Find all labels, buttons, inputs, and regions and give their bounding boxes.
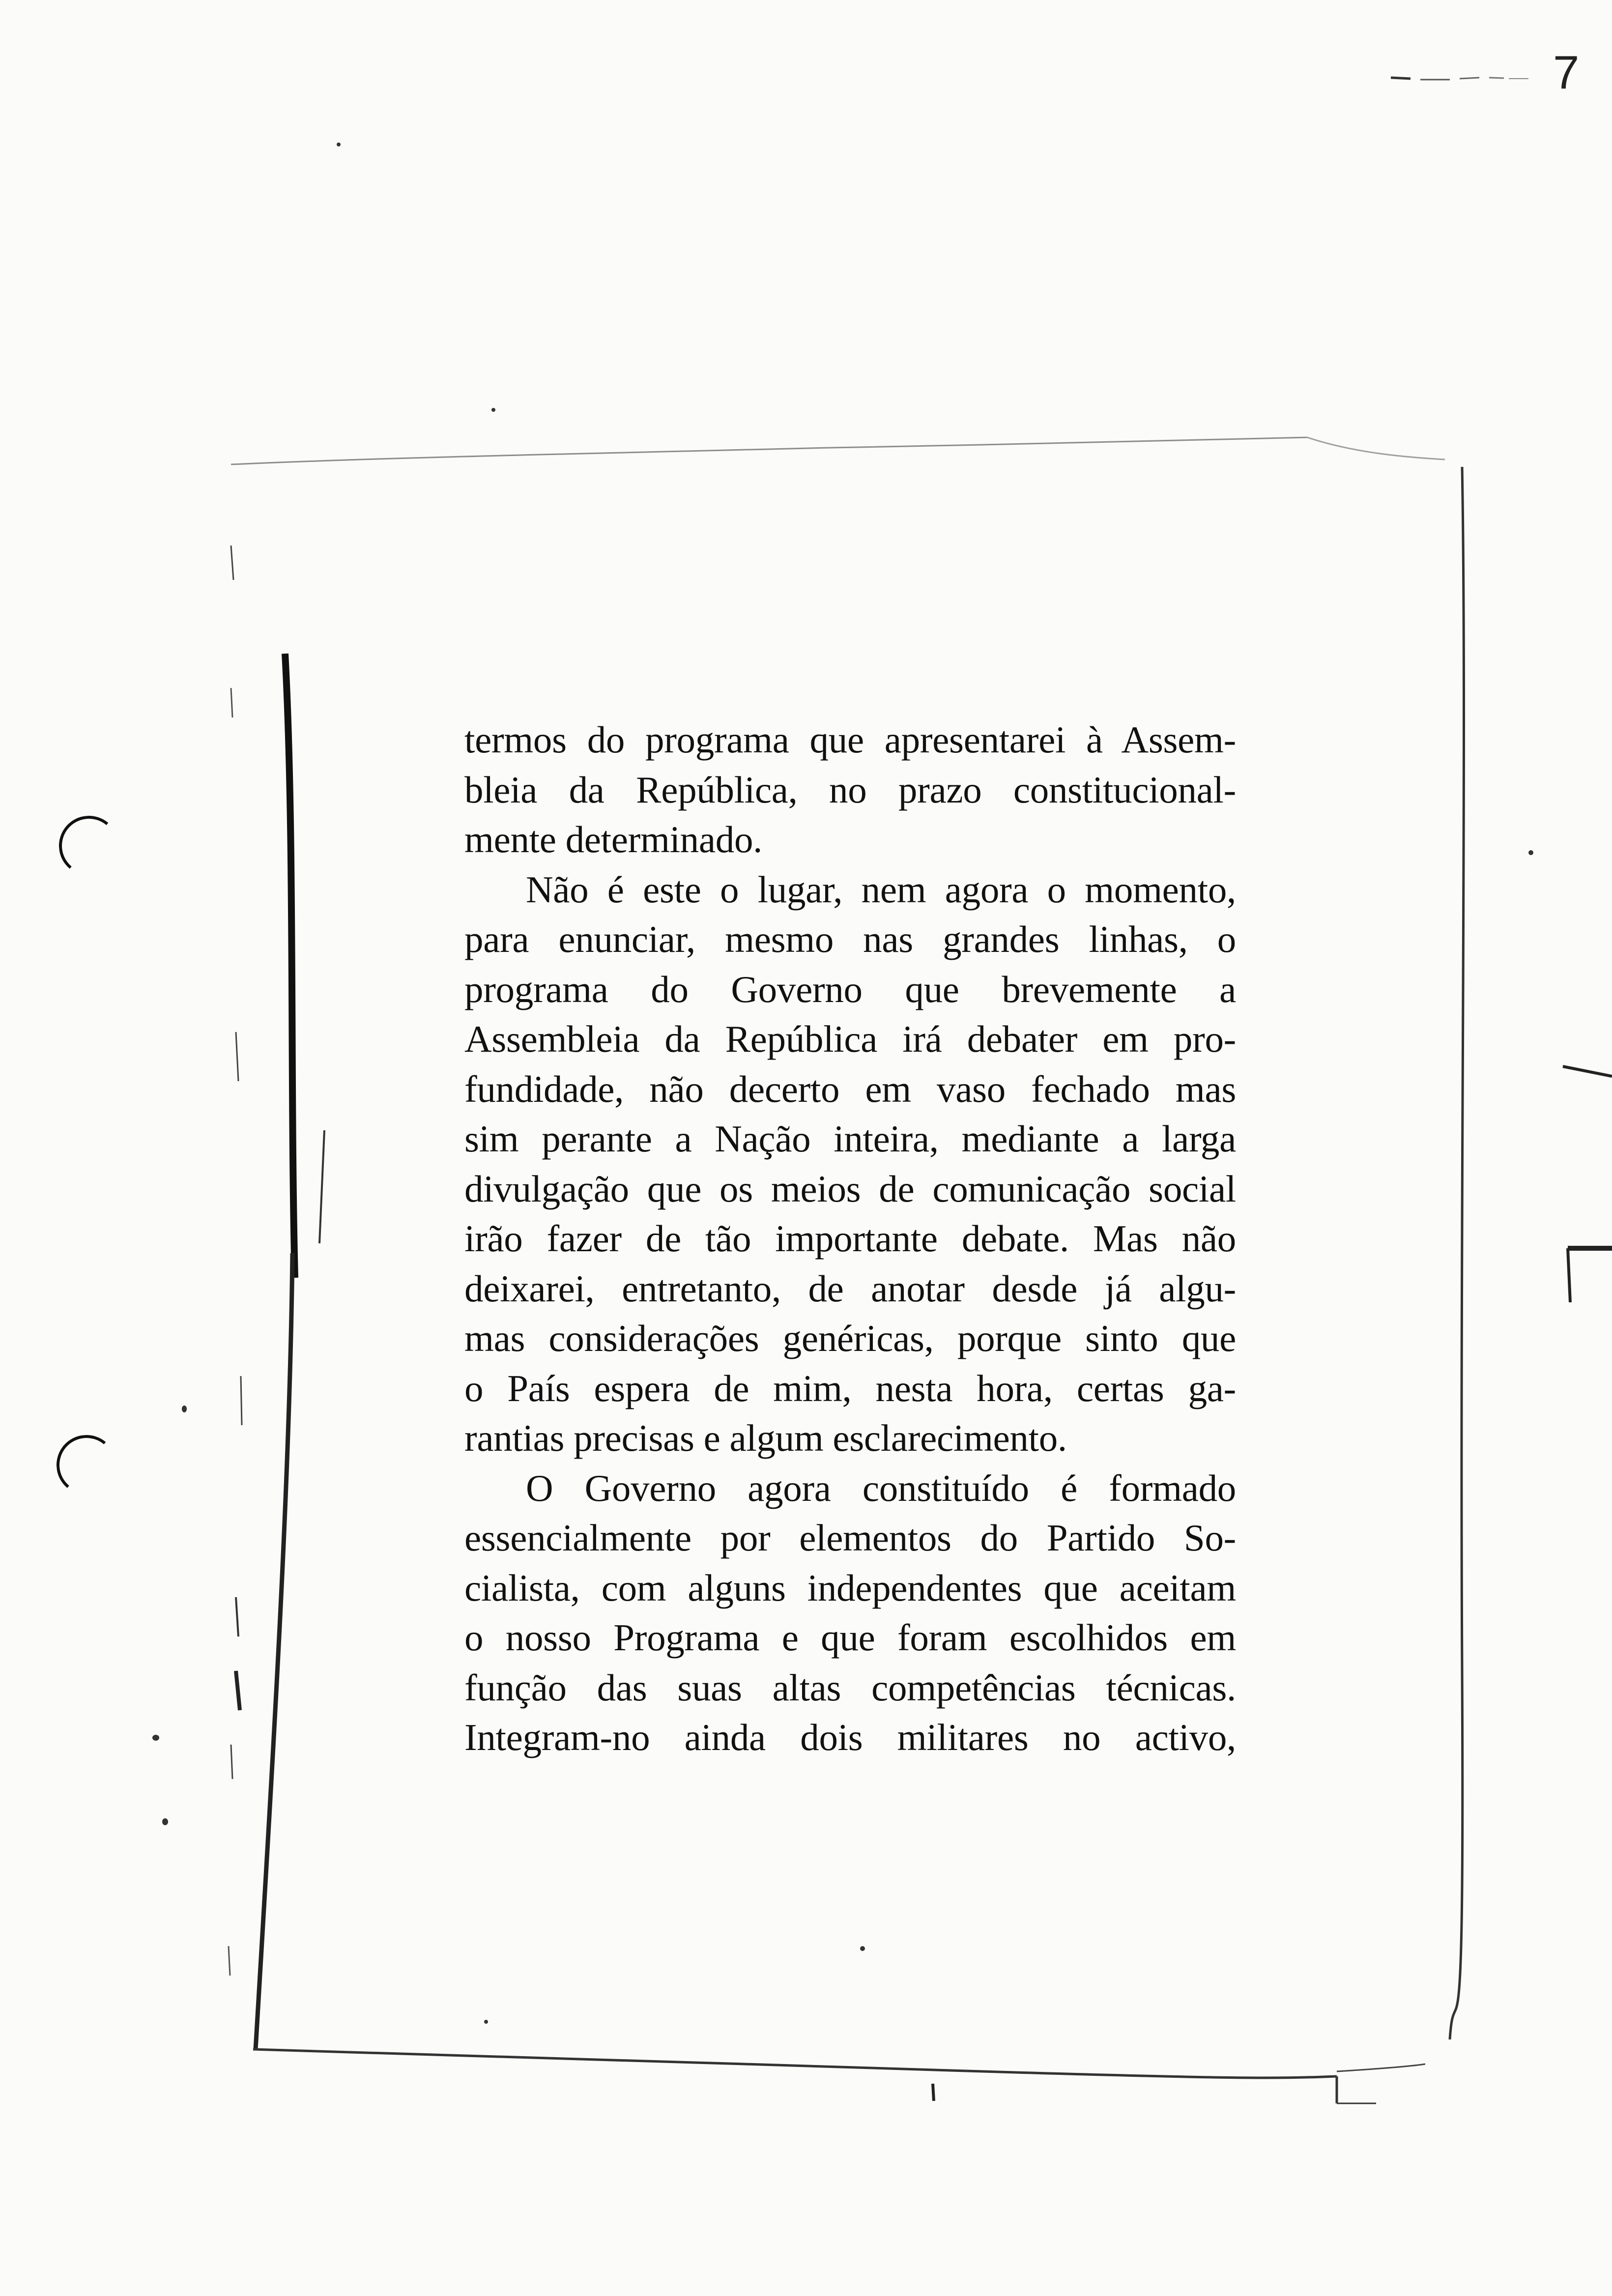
text-line: Assembleia da República irá debater em pro-: [464, 1018, 1236, 1060]
text-line: divulgação que os meios de comunicação social: [464, 1167, 1236, 1210]
scan-speck: [337, 143, 341, 146]
scan-speck: [1528, 850, 1533, 855]
scan-speck: [162, 1818, 168, 1825]
text-line: programa do Governo que brevemente a: [464, 968, 1236, 1010]
text-line: fundidade, não decerto em vaso fechado mas: [464, 1067, 1236, 1110]
text-line: rantias precisas e algum esclarecimento.: [464, 1417, 1067, 1459]
body-text: [464, 715, 1236, 1763]
text-line: função das suas altas competências técnicas.: [464, 1666, 1236, 1709]
scan-speck: [152, 1735, 159, 1741]
text-line: mas considerações genéricas, porque sinto que: [464, 1317, 1236, 1359]
text-line: sim perante a Nação inteira, mediante a larga: [464, 1118, 1236, 1160]
text-line: cialista, com alguns independentes que aceitam: [464, 1566, 1236, 1609]
scan-speck: [484, 2020, 488, 2024]
text-line: para enunciar, mesmo nas grandes linhas, o: [464, 918, 1236, 960]
text-line: Integram-no ainda dois militares no activo,: [464, 1716, 1236, 1758]
scan-speck: [182, 1406, 187, 1412]
text-line: O Governo agora constituído é formado: [526, 1466, 1236, 1509]
text-line: Não é este o lugar, nem agora o momento,: [526, 868, 1236, 911]
text-line: essencialmente por elementos do Partido So-: [464, 1517, 1236, 1559]
text-line: mente determinado.: [464, 818, 763, 861]
scan-speck: [860, 1946, 865, 1951]
text-line: deixarei, entretanto, de anotar desde já algu-: [464, 1267, 1236, 1310]
text-line: termos do programa que apresentarei à Assem-: [464, 718, 1236, 761]
text-line: o nosso Programa e que foram escolhidos em: [464, 1616, 1236, 1659]
text-line: o País espera de mim, nesta hora, certas ga-: [464, 1367, 1236, 1409]
scan-speck: [491, 408, 495, 412]
page-number: 7: [1553, 46, 1580, 99]
text-line: bleia da República, no prazo constitucional-: [464, 768, 1236, 811]
text-line: irão fazer de tão importante debate. Mas não: [464, 1217, 1236, 1260]
